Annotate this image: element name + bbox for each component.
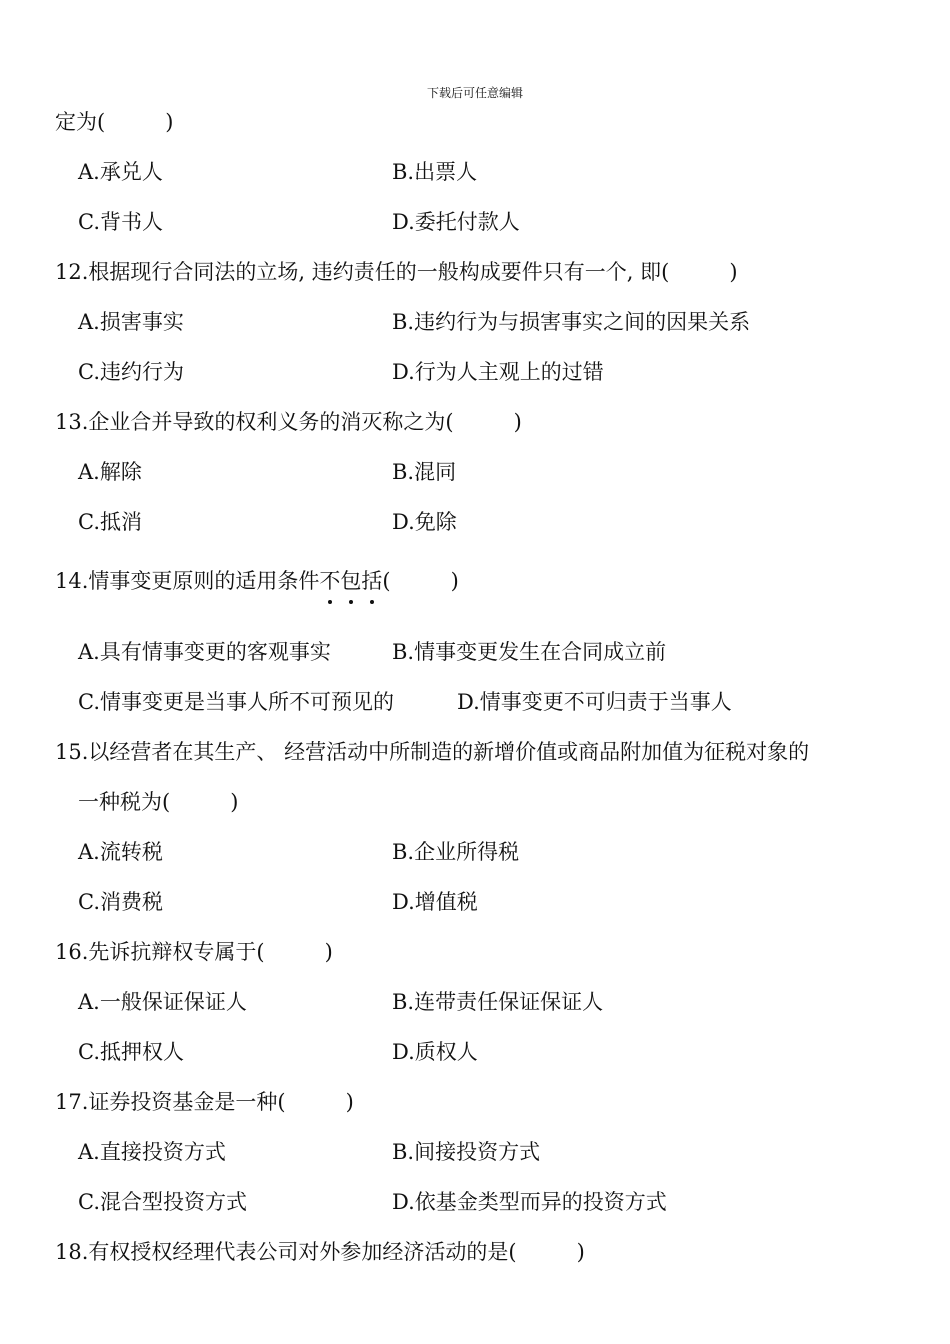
question-14-stem [55,567,459,595]
q14-option-b: B.情事变更发生在合同成立前 [392,640,667,664]
q17-option-c: C.混合型投资方式 [78,1190,247,1214]
emphasis-char: 包 [340,569,362,593]
q11-option-d: D.委托付款人 [392,210,520,234]
question-15-stem-line-1: 15.以经营者在其生产、 经营活动中所制造的新增价值或商品附加值为征税对象的 [55,740,810,764]
question-17-stem: 17.证券投资基金是一种( ) [55,1090,354,1114]
q12-option-d: D.行为人主观上的过错 [392,360,604,384]
q15-option-c: C.消费税 [78,890,163,914]
q16-option-d: D.质权人 [392,1040,478,1064]
emphasis-char: 不 [319,569,341,593]
q13-option-c: C.抵消 [78,510,142,534]
page-header: 下载后可任意编辑 [426,86,523,100]
q16-option-a: A.一般保证保证人 [78,990,247,1014]
q13-option-b: B.混同 [392,460,457,484]
q15-option-d: D.增值税 [392,890,478,914]
question-18-stem: 18.有权授权经理代表公司对外参加经济活动的是( ) [55,1240,585,1264]
q14-option-a: A.具有情事变更的客观事实 [78,640,331,664]
q11-option-c: C.背书人 [78,210,163,234]
question-15-stem-line-2: 一种税为( ) [78,790,239,814]
q15-option-a: A.流转税 [78,840,163,864]
question-11-stem-continuation: 定为( ) [55,110,174,134]
q12-option-c: C.违约行为 [78,360,184,384]
question-16-stem: 16.先诉抗辩权专属于( ) [55,940,333,964]
q14-stem-start: 14.情事变更原则的适用条件 [55,569,320,593]
q16-option-c: C.抵押权人 [78,1040,184,1064]
q13-option-a: A.解除 [78,460,142,484]
q12-option-b: B.违约行为与损害事实之间的因果关系 [392,310,751,334]
q11-option-a: A.承兑人 [78,160,163,184]
q14-option-c: C.情事变更是当事人所不可预见的 [78,690,394,714]
q11-option-b: B.出票人 [392,160,478,184]
q12-option-a: A.损害事实 [78,310,184,334]
q17-option-a: A.直接投资方式 [78,1140,226,1164]
q14-stem-end: ( ) [382,569,459,593]
q16-option-b: B.连带责任保证保证人 [392,990,604,1014]
q17-option-d: D.依基金类型而异的投资方式 [392,1190,667,1214]
q13-option-d: D.免除 [392,510,457,534]
question-12-stem: 12.根据现行合同法的立场, 违约责任的一般构成要件只有一个, 即( ) [55,260,738,284]
emphasis-char: 括 [361,569,383,593]
q14-option-d: D.情事变更不可归责于当事人 [457,690,732,714]
q17-option-b: B.间接投资方式 [392,1140,541,1164]
question-13-stem: 13.企业合并导致的权利义务的消灭称之为( ) [55,410,522,434]
q15-option-b: B.企业所得税 [392,840,520,864]
